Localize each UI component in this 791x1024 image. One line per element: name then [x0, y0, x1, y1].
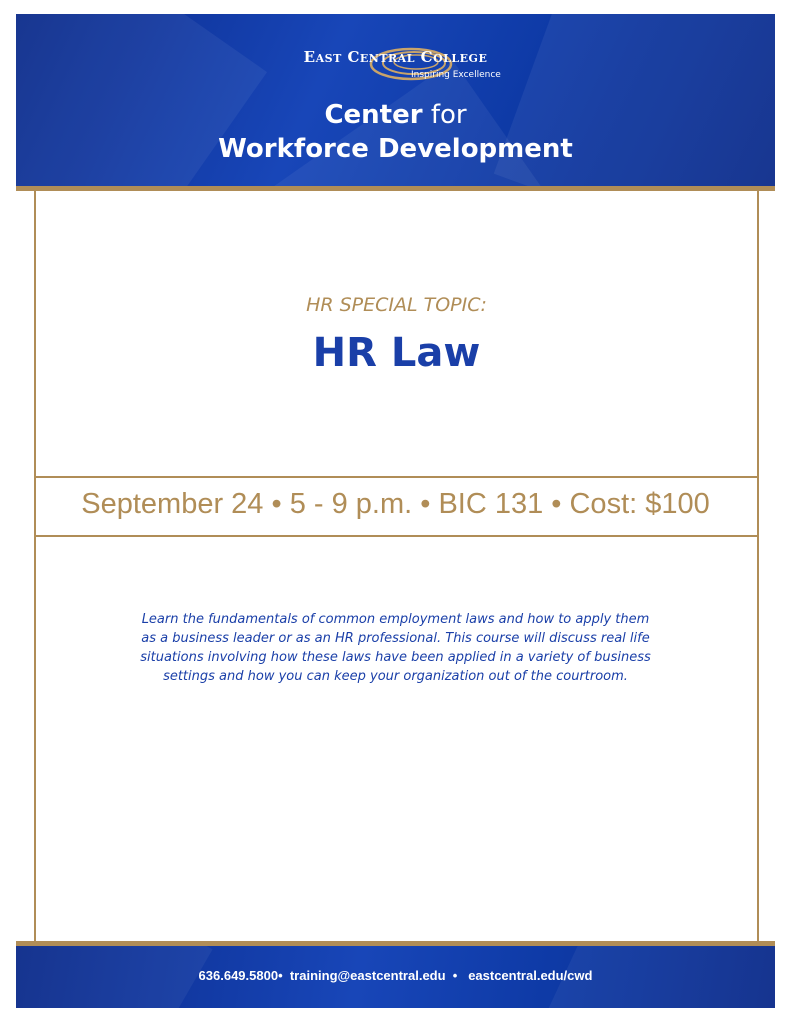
event-details-band — [34, 476, 757, 537]
center-title — [16, 100, 775, 130]
topic-title: HR Law — [312, 330, 481, 376]
workforce-title: Workforce Development — [218, 134, 573, 164]
course-description: Learn the fundamentals of common employment laws and how to apply them as a business leader or as an HR professional. This course will discuss real life situations involving how these laws have been applied in a variety of business settings and how you can keep your organization out of the courtroom. — [140, 612, 651, 684]
center-title-light: for — [430, 100, 467, 130]
footer-banner — [16, 946, 775, 1008]
college-logo — [16, 48, 775, 80]
topic-label: HR SPECIAL TOPIC: — [306, 294, 487, 316]
contact-website[interactable]: eastcentral.edu/cwd — [468, 968, 593, 983]
header-banner — [16, 14, 775, 186]
college-name: East Central College — [303, 48, 488, 66]
contact-phone[interactable]: 636.649.5800 — [198, 968, 279, 983]
contact-line: 636.649.5800• training@eastcentral.edu • eastcentral.edu/cwd — [198, 968, 593, 983]
event-details: September 24 • 5 - 9 p.m. • BIC 131 • Cost: $100 — [81, 488, 710, 520]
college-tagline: Inspiring Excellence — [411, 70, 501, 80]
center-title-bold: Center — [324, 100, 423, 130]
contact-email[interactable]: training@eastcentral.edu — [289, 968, 446, 983]
